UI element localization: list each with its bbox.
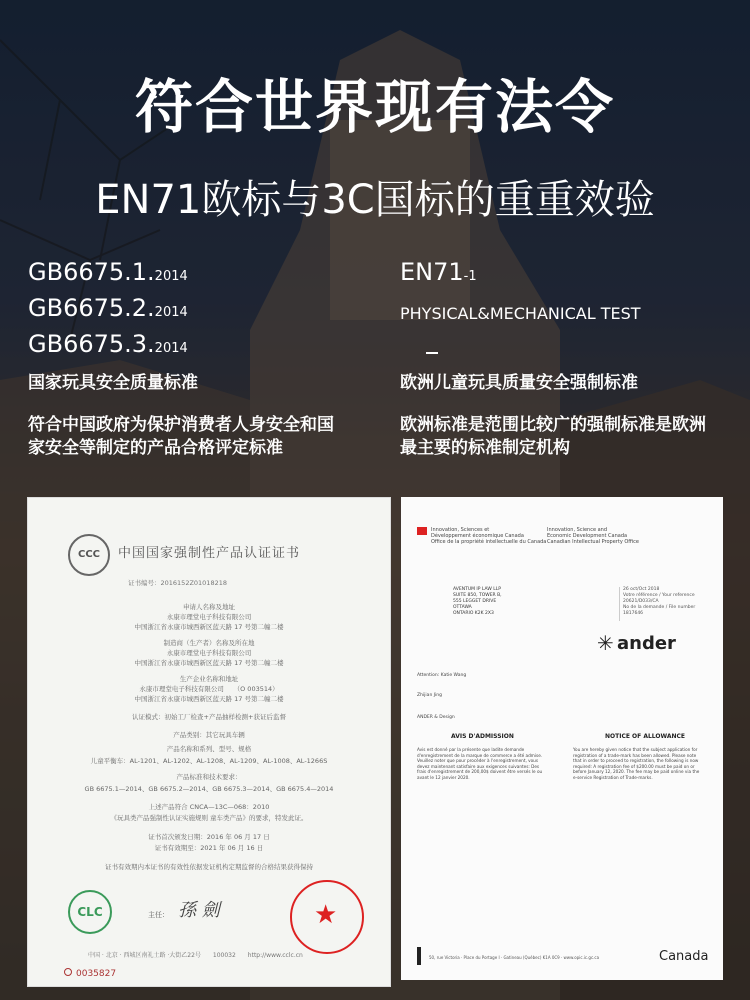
cert-line: 《玩具类产品强制性认证实施规则 童车类产品》的要求，特发此证。 (110, 814, 308, 822)
signature-label: 主任： (148, 911, 169, 919)
right-body: 欧洲标准是范围比较广的强制标准是欧洲最主要的标准制定机构 (400, 415, 706, 458)
standard-gb6675-2: GB6675.2.2014 (28, 294, 188, 322)
notice-title-en: NOTICE OF ALLOWANCE (605, 733, 686, 740)
circle-icon (64, 968, 72, 976)
canada-certificate-footer: 50, rue Victoria · Place du Portage I · Gatineau (Québec) K1A 0C9 · www.opic.ic.gc.ca (429, 955, 600, 960)
cert-line: 产品名称和系列、型号、规格 (166, 745, 252, 753)
notice-title-fr: AVIS D'ADMISSION (451, 733, 514, 740)
canada-certificate (401, 497, 723, 980)
dept-right: Innovation, Science and Economic Development Canada Canadian Intellectual Property Office (547, 527, 639, 545)
date-reference-box: 26 oct/Oct 2018 Votre référence / Your reference 20621/D033/CA No de la demande / File number 1817646 (619, 587, 711, 621)
cert-line: 证书有效期内本证书的有效性依据发证机构定期监督的合格结果获得保持 (105, 863, 313, 871)
cert-line: 儿童平衡车：AL-1201、AL-1202、AL-1208、AL-1209、AL-1008、AL-1266S (90, 757, 328, 765)
attention-line: Attention: Katie Wang (417, 673, 467, 678)
canada-wordmark: Canada (659, 949, 709, 964)
notice-text-en: You are hereby given notice that the subject application for registration of a trade-mark has been allowed. Please note that in order to proceed to registration, the following is now required: A registration fee of $200.00 must be paid on or before January 12, 2020. The fee may be paid online via the e-service Registration of Trade-marks. (573, 747, 700, 780)
serial-number: 0035827 (64, 968, 116, 979)
left-body: 符合中国政府为保护消费者人身安全和国家安全等制定的产品合格评定标准 (28, 415, 334, 458)
recipient-address: AVENTUM IP LAW LLP SUITE 850, TOWER B, 555 LEGGET DRIVE OTTAWA ONTARIO K2K 2X3 (453, 587, 502, 616)
cert-line: 中国浙江省永康市城西新区蓝天路 17 号第二幢二楼 (134, 695, 284, 703)
standard-en71-label: PHYSICAL&MECHANICAL TEST (400, 304, 641, 323)
standard-en71: EN71-1 (400, 258, 477, 286)
ccc-logo: CCC (68, 534, 110, 576)
standard-gb6675-3: GB6675.3.2014 (28, 330, 188, 358)
cert-line: 生产企业名称和地址 (179, 675, 239, 683)
left-heading: 国家玩具安全质量标准 (28, 373, 198, 393)
cert-line: 申请人名称及地址 (183, 603, 235, 611)
star-icon: ★ (314, 900, 338, 930)
cert-line: 制造商（生产者）名称及所在地 (163, 639, 255, 647)
divider-dash (426, 352, 438, 354)
cert-line: 产品标准和技术要求： (176, 773, 242, 781)
cert-line: 中国浙江省永康市城西新区蓝天路 17 号第二幢二楼 (134, 623, 284, 631)
cert-line: 永康市理堂电子科技有限公司 （O 003514） (139, 685, 279, 693)
right-heading: 欧洲儿童玩具质量安全强制标准 (400, 373, 638, 393)
ccc-certificate (27, 497, 391, 987)
ander-logo-icon: ✳ (597, 631, 614, 655)
page-title: 符合世界现有法令 (134, 73, 615, 141)
ccc-certificate-title: 中国国家强制性产品认证证书 (118, 546, 301, 561)
official-seal (290, 880, 364, 954)
canada-flag-icon (417, 527, 427, 535)
cert-line: GB 6675.1—2014、GB 6675.2—2014、GB 6675.3—2014、GB 6675.4—2014 (84, 785, 334, 793)
trademark-name: ANDER & Design (417, 715, 455, 720)
cert-line: 认证模式：初始工厂检查+产品抽样检测+获证后监督 (132, 713, 286, 721)
cert-line: 证书有效期至：2021 年 06 月 16 日 (154, 844, 264, 852)
cert-line: 上述产品符合 CNCA—13C—068：2010 (148, 803, 270, 811)
owner-name: Zhijian Jing (417, 693, 443, 698)
ccc-certificate-number: 证书编号：2016152Z01018218 (128, 579, 227, 587)
brand-logo: ander (617, 633, 676, 654)
cert-line: 永康市理堂电子科技有限公司 (166, 613, 252, 621)
signature: 孫 劍 (178, 900, 220, 921)
cert-line: 中国浙江省永康市城西新区蓝天路 17 号第二幢二楼 (134, 659, 284, 667)
clc-logo: CLC (68, 890, 112, 934)
ccc-certificate-footer: 中国 · 北京 · 西城区南礼士路 ·大街乙22号 100032 http://www.cclc.cn (88, 952, 303, 959)
barcode-mark (417, 947, 421, 965)
page-subtitle: EN71欧标与3C国标的重重效验 (95, 177, 655, 223)
cert-line: 永康市理堂电子科技有限公司 (166, 649, 252, 657)
standard-gb6675-1: GB6675.1.2014 (28, 258, 188, 286)
cert-line: 产品类别：其它玩具车辆 (173, 731, 245, 739)
dept-left: Innovation, Sciences et Développement économique Canada Office de la propriété intellectuelle du Canada (431, 527, 547, 545)
cert-line: 证书首次颁发日期：2016 年 06 月 17 日 (148, 833, 270, 841)
notice-text-fr: Avis est donné par la présente que ladite demande d'enregistrement de la marque de commerce a été admise. Veuillez noter que pour procéder à l'enregistrement, vous devez maintenant satisfaire aux exigences suivantes: Des frais d'enregistrement de 200,00$ doivent être versés le ou avant le 12 janvier 2020. (417, 747, 543, 780)
